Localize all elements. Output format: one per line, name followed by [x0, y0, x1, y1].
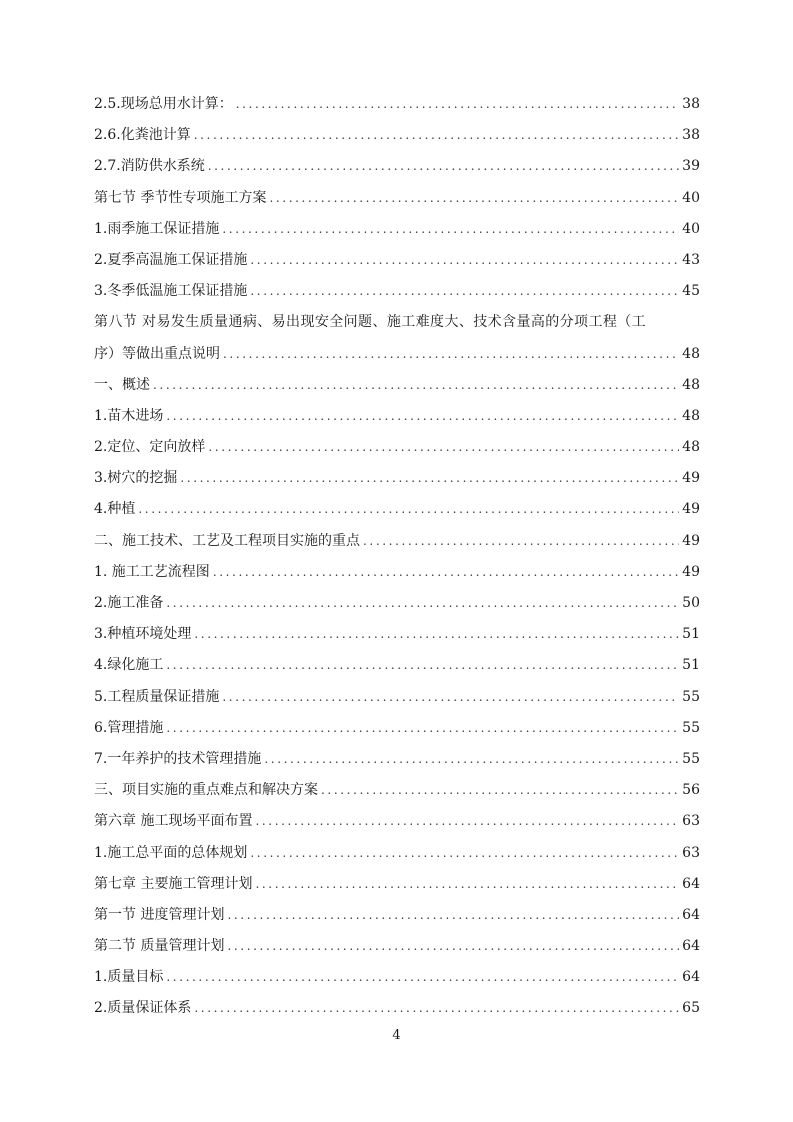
dot-leader — [166, 713, 679, 744]
dot-leader — [180, 463, 679, 494]
dot-leader — [269, 183, 679, 214]
dot-leader — [208, 432, 679, 463]
toc-page-number: 63 — [682, 813, 700, 830]
toc-entry[interactable] — [94, 775, 700, 806]
toc-entry[interactable] — [94, 276, 700, 307]
toc-entry-title: 3.树穴的挖掘 — [94, 470, 178, 487]
toc-entry-title: 6.管理措施 — [94, 719, 164, 736]
toc-entry-title: 5.工程质量保证措施 — [94, 688, 220, 705]
toc-entry-title: 序）等做出重点说明 — [94, 345, 220, 362]
dot-leader — [250, 245, 679, 276]
toc-page-number: 55 — [682, 719, 700, 736]
toc-entry-title: 第七章 主要施工管理计划 — [94, 875, 253, 892]
toc-page-number: 64 — [682, 906, 700, 923]
toc-page-number: 45 — [682, 283, 700, 300]
dot-leader — [166, 962, 679, 993]
toc-entry[interactable] — [94, 494, 700, 525]
toc-entry-title: 1.苗木进场 — [94, 407, 164, 424]
toc-page-number: 64 — [682, 875, 700, 892]
toc-page-number: 48 — [682, 376, 700, 393]
dot-leader — [213, 557, 679, 588]
toc-page-number: 48 — [682, 439, 700, 456]
toc-entry-title: 2.夏季高温施工保证措施 — [94, 251, 248, 268]
dot-leader — [250, 276, 679, 307]
toc-entry-title: 1.质量目标 — [94, 969, 164, 986]
toc-page-number: 48 — [682, 407, 700, 424]
dot-leader — [194, 619, 679, 650]
toc-page-number: 40 — [682, 220, 700, 237]
toc-entry-title: 2.7.消防供水系统 — [94, 158, 205, 175]
dot-leader — [227, 900, 679, 931]
toc-entry-title: 第七节 季节性专项施工方案 — [94, 189, 267, 206]
toc-entry[interactable] — [94, 463, 700, 494]
toc-page-number: 40 — [682, 189, 700, 206]
toc-entry-line1[interactable] — [94, 307, 700, 338]
toc-entry-title: 2.6.化粪池计算 — [94, 127, 191, 144]
toc-entry[interactable] — [94, 245, 700, 276]
toc-page-number: 38 — [682, 127, 700, 144]
dot-leader — [166, 401, 679, 432]
toc-entry-title: 1. 施工工艺流程图 — [94, 563, 210, 580]
dot-leader — [321, 775, 679, 806]
dot-leader — [138, 494, 679, 525]
dot-leader — [250, 838, 679, 869]
toc-section — [94, 89, 700, 307]
toc-page-number: 56 — [682, 782, 700, 799]
toc-entry[interactable] — [94, 339, 700, 370]
toc-entry[interactable] — [94, 931, 700, 962]
toc-page-number: 49 — [682, 532, 700, 549]
toc-entry[interactable] — [94, 120, 700, 151]
dot-leader — [166, 650, 679, 681]
toc-entry[interactable] — [94, 744, 700, 775]
dot-leader — [264, 744, 679, 775]
toc-entry-title: 3.种植环境处理 — [94, 626, 192, 643]
toc-page-number: 51 — [682, 626, 700, 643]
toc-entry[interactable] — [94, 962, 700, 993]
toc-entry-title: 2.5.现场总用水计算： — [94, 96, 233, 112]
toc-page-number: 49 — [682, 470, 700, 487]
toc-entry[interactable] — [94, 214, 700, 245]
toc-page-number: 55 — [682, 688, 700, 705]
toc-page-number: 50 — [682, 595, 700, 611]
toc-entry-title: 第二节 质量管理计划 — [94, 938, 225, 955]
toc-entry-title: 三、项目实施的重点难点和解决方案 — [94, 782, 318, 799]
toc-page-number: 64 — [682, 969, 700, 986]
toc-entry[interactable] — [94, 713, 700, 744]
dot-leader — [222, 214, 679, 245]
toc-entry[interactable] — [94, 682, 700, 713]
toc-entry[interactable] — [94, 588, 700, 619]
toc-entry-title: 第一节 进度管理计划 — [94, 906, 225, 923]
dot-leader — [363, 526, 679, 557]
dot-leader — [236, 89, 679, 120]
toc-entry[interactable] — [94, 432, 700, 463]
toc-page-number: 65 — [682, 1000, 700, 1017]
toc-entry-title: 4.绿化施工 — [94, 657, 164, 674]
toc-page-number: 55 — [682, 750, 700, 767]
toc-entry-title: 2.质量保证体系 — [94, 1000, 192, 1017]
toc-entry[interactable] — [94, 370, 700, 401]
toc-page-number: 64 — [682, 938, 700, 955]
toc-page-number: 49 — [682, 501, 700, 518]
toc-entry[interactable] — [94, 993, 700, 1024]
dot-leader — [194, 993, 679, 1024]
dot-leader — [208, 151, 679, 182]
toc-entry-title: 7.一年养护的技术管理措施 — [94, 750, 262, 767]
toc-entry-title: 二、施工技术、工艺及工程项目实施的重点 — [94, 532, 360, 549]
dot-leader — [255, 806, 679, 837]
toc-entry-title: 1.雨季施工保证措施 — [94, 220, 220, 237]
toc-page-number: 49 — [682, 563, 700, 580]
toc-section — [94, 370, 700, 1025]
toc-page-number: 38 — [682, 96, 700, 112]
toc-page-number: 51 — [682, 657, 700, 674]
dot-leader — [255, 869, 679, 900]
toc-entry-title: 第八节 对易发生质量通病、易出现安全问题、施工难度大、技术含量高的分项工程（工 — [94, 314, 647, 331]
toc-entry-title: 一、概述 — [94, 376, 150, 393]
toc-entry-title: 2.定位、定向放样 — [94, 439, 206, 456]
toc-entry[interactable] — [94, 89, 700, 120]
dot-leader — [153, 370, 679, 401]
dot-leader — [166, 588, 679, 619]
toc-entry-title: 3.冬季低温施工保证措施 — [94, 283, 248, 300]
toc-entry[interactable] — [94, 838, 700, 869]
toc-entry[interactable] — [94, 401, 700, 432]
toc-page-number: 63 — [682, 844, 700, 861]
toc-entry-title: 第六章 施工现场平面布置 — [94, 813, 253, 830]
page-number: 4 — [392, 1028, 401, 1043]
toc-entry[interactable] — [94, 869, 700, 900]
toc-entry[interactable] — [94, 650, 700, 681]
toc-entry[interactable] — [94, 151, 700, 182]
toc-entry[interactable] — [94, 900, 700, 931]
toc-entry-title: 1.施工总平面的总体规划 — [94, 844, 248, 861]
toc-entry[interactable] — [94, 526, 700, 557]
table-of-contents — [94, 89, 700, 1025]
dot-leader — [222, 682, 679, 713]
toc-entry-title: 4.种植 — [94, 501, 136, 518]
dot-leader — [223, 339, 679, 370]
toc-entry[interactable] — [94, 183, 700, 214]
toc-page-number: 39 — [682, 158, 700, 175]
toc-entry[interactable] — [94, 619, 700, 650]
toc-entry-title: 2.施工准备 — [94, 595, 164, 611]
dot-leader — [227, 931, 679, 962]
toc-entry[interactable] — [94, 806, 700, 837]
dot-leader — [194, 120, 679, 151]
toc-entry[interactable] — [94, 557, 700, 588]
toc-page-number: 48 — [682, 345, 700, 362]
toc-page-number: 43 — [682, 251, 700, 268]
